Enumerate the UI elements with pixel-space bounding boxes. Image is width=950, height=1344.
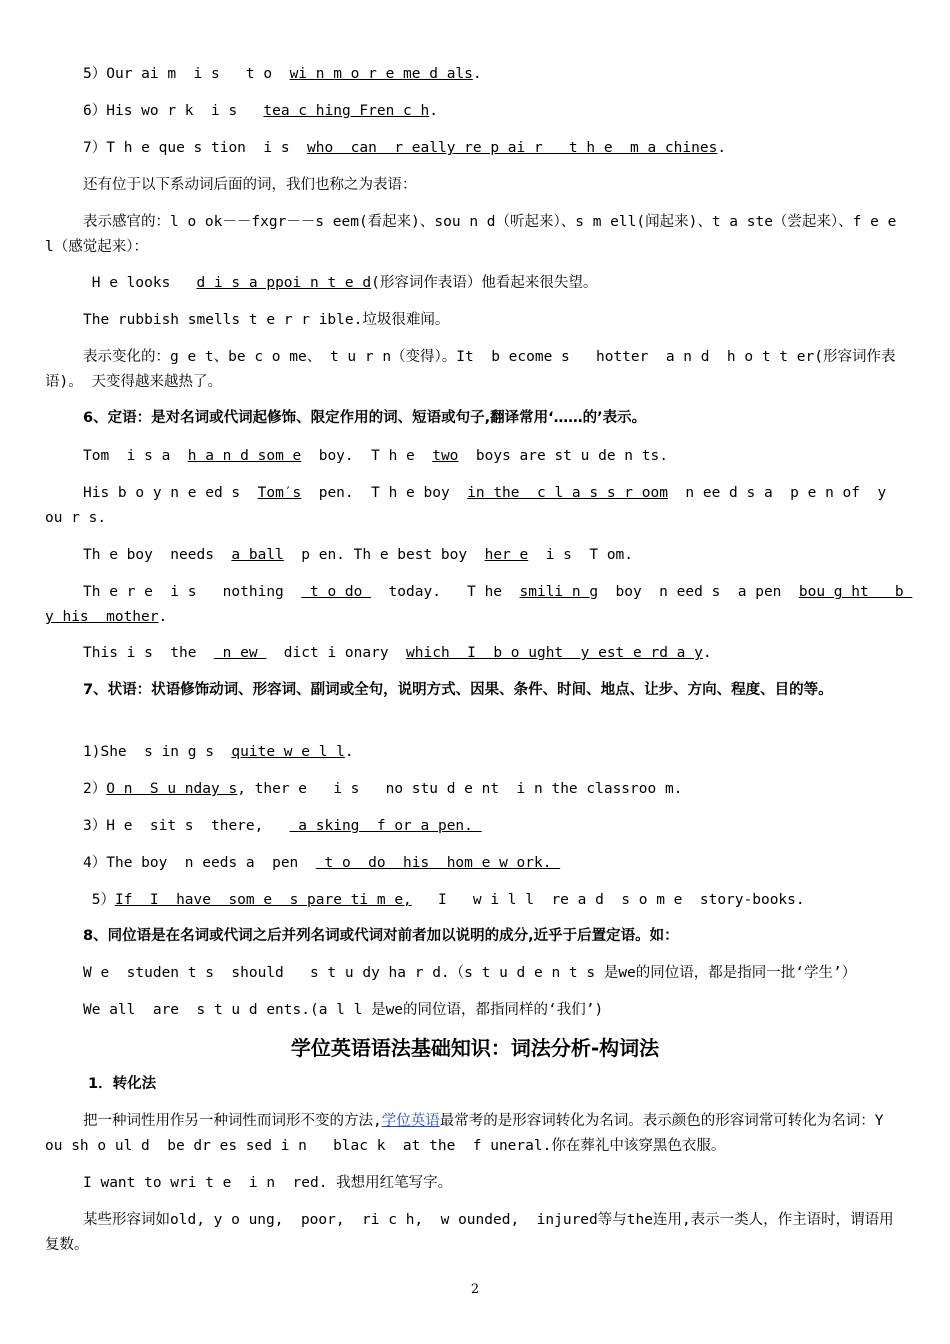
example-5: 5）Our ai m i s t o wi n m o r e me d als. [83, 66, 482, 82]
page-heading: 学位英语语法基础知识：词法分析-构词法 [290, 1036, 660, 1060]
adjective-the-paragraph: 某些形容词如old, y o ung, poor, ri c h, w ounded, injured等与the连用,表示一类人，作主语时，谓语用复数。 [45, 1212, 894, 1253]
adverbial-example-3: 3）H e sit s there, a sking f or a pen. [83, 818, 482, 834]
degree-english-link[interactable]: 学位英语 [381, 1113, 440, 1129]
section-adverbial: 7、状语：状语修饰动词、形容词、副词或全句，说明方式、因果、条件、时间、地点、让步、方向、程度、目的等。 [83, 682, 833, 698]
looks-example: H e looks d i s a ppoi n t e d(形容词作表语）他看起来很失望。 [83, 275, 598, 291]
appositive-example-1: W e studen t s should s t u dy ha r d.（s t u d e n t s 是we的同位语，都是指同一批‘学生’） [83, 965, 857, 981]
section-appositive: 8、同位语是在名词或代词之后并列名词或代词对前者加以说明的成分,近乎于后置定语。如： [83, 928, 679, 944]
attribute-example-5: This i s the n ew dict i onary which I b o ught y est e rd a y. [83, 645, 712, 661]
smells-example: The rubbish smells t e r r ible.垃圾很难闻。 [83, 312, 450, 328]
appositive-example-2: We all are s t u d ents.(a l l 是we的同位语，都指同样的‘我们’) [83, 1002, 604, 1018]
attribute-example-4: Th e r e i s nothing t o do today. T he smili n g boy n eed s a pen bou g ht b y his mother. [45, 584, 913, 625]
example-6: 6）His wo r k i s tea c hing Fren c h. [83, 103, 438, 119]
attribute-example-3: Th e boy needs a ball p en. Th e best boy her e i s T om. [83, 547, 634, 563]
section-attribute: 6、定语：是对名词或代词起修饰、限定作用的词、短语或句子,翻译常用‘……的’表示。 [83, 410, 647, 426]
adverbial-example-2: 2）O n S u nday s, ther e i s no stu d e nt i n the classroo m. [83, 781, 683, 797]
change-verbs: 表示变化的：g e t、be c o me、 t u r n（变得）。It b ecome s hotter a n d h o t t er(形容词作表语)。 天变得越来越热了。 [45, 349, 896, 390]
adverbial-example-4: 4）The boy n eeds a pen t o do his hom e w ork. [83, 855, 561, 871]
linking-verb-intro: 还有位于以下系动词后面的词，我们也称之为表语： [83, 177, 417, 193]
adverbial-example-5: 5）If I have som e s pare ti m e, I w i l l re a d s o m e story-books. [83, 892, 805, 908]
example-7: 7）T h e que s tion i s who can r eally re p ai r t h e m a chines. [83, 140, 727, 156]
red-example: I want to wri t e i n red. 我想用红笔写字。 [83, 1175, 453, 1191]
adverbial-example-1: 1)She s in g s quite w e l l. [83, 744, 354, 760]
sense-verbs: 表示感官的：l o ok－－fxgr－－s eem(看起来)、sou n d（听起来）、s m ell(闻起来)、t a ste（尝起来）、f e e l（感觉起来）： [45, 214, 906, 255]
subheading-conversion: 1．转化法 [88, 1076, 157, 1092]
conversion-paragraph: 把一种词性用作另一种词性而词形不变的方法,学位英语最常考的是形容词转化为名词。表示颜色的形容词常可转化为名词：Y ou sh o ul d be dr es sed i n blac k at the f uneral.你在葬礼中该穿黑色衣服。 [45, 1113, 893, 1154]
page-number: 2 [470, 1282, 480, 1297]
attribute-example-2: His b o y n e ed s Tom′s pen. T h e boy in the c l a s s r oom n ee d s a p e n of y ou r s. [45, 485, 895, 526]
attribute-example-1: Tom i s a h a n d som e boy. T h e two boys are st u de n ts. [83, 448, 668, 464]
